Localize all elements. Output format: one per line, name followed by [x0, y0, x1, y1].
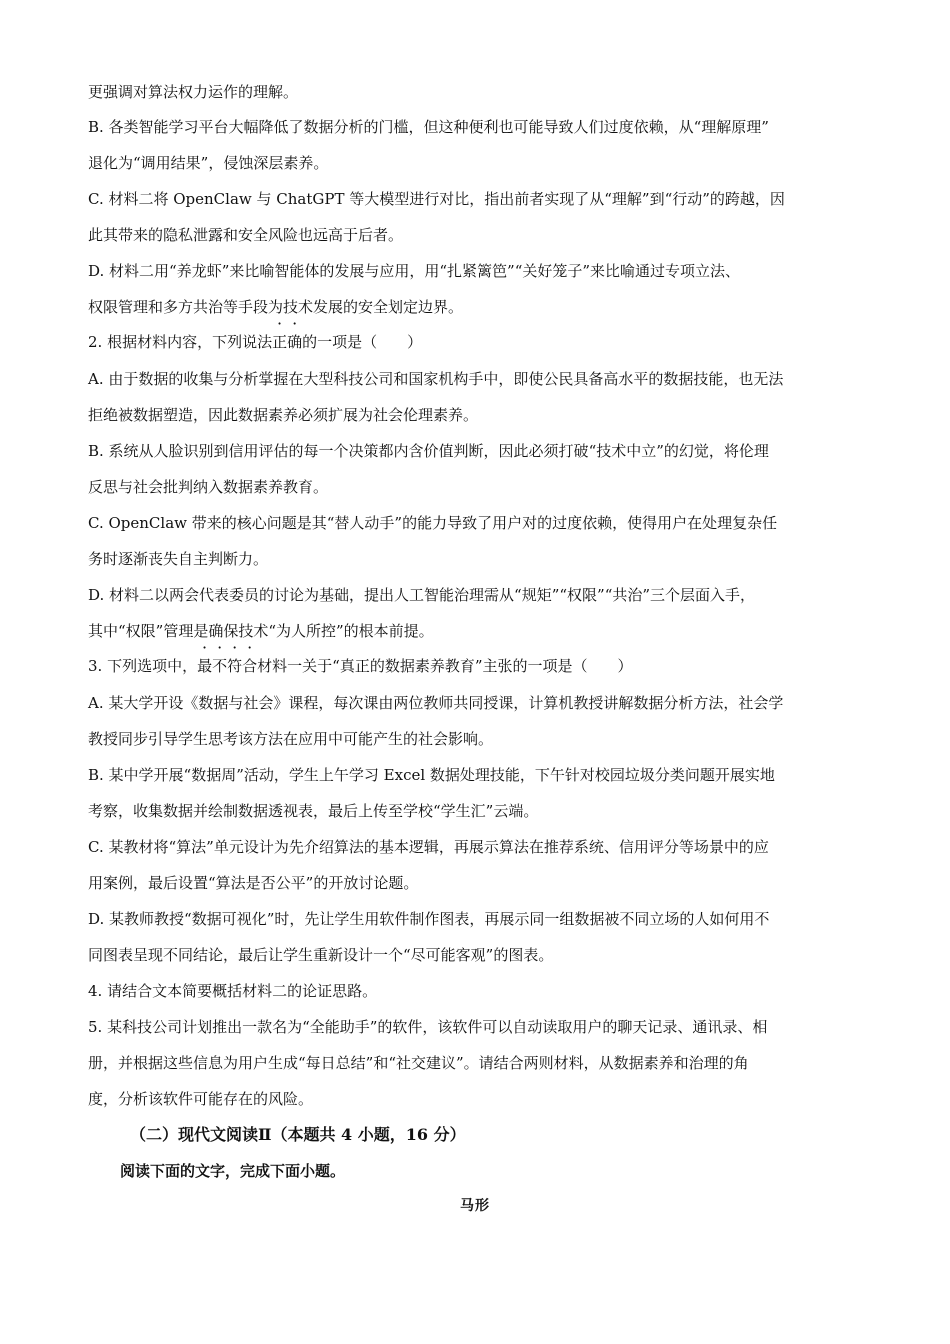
text-line: 更强调对算法权力运作的理解。 — [88, 83, 299, 101]
option-c-q3: C. 某教材将“算法”单元设计为先介绍算法的基本逻辑，再展示算法在推荐系统、信用评分等场景中的应 — [88, 838, 769, 856]
text-line: 务时逐渐丧失自主判断力。 — [88, 550, 269, 568]
emphasis-char: 不 — [212, 657, 228, 675]
text-line: 此其带来的隐私泄露和安全风险也远高于后者。 — [88, 226, 404, 244]
text-line: 度，分析该软件可能存在的风险。 — [88, 1090, 314, 1108]
option-a-q2: A. 由于数据的收集与分析掌握在大型科技公司和国家机构手中，即使公民具备高水平的数据技能，也无法 — [88, 370, 784, 388]
text-line: 退化为“调用结果”，侵蚀深层素养。 — [88, 154, 329, 172]
question-text: 3. 下列选项中， — [88, 657, 198, 675]
option-b-q2: B. 系统从人脸识别到信用评估的每一个决策都内含价值判断，因此必须打破“技术中立”的幻觉，将伦理 — [88, 442, 769, 460]
question-text: 材料一关于“真正的数据素养教育”主张的一项是（ ） — [257, 657, 633, 675]
option-d-q3: D. 某教师教授“数据可视化”时，先让学生用软件制作图表，再展示同一组数据被不同立场的人如何用不 — [88, 910, 770, 928]
reading-instruction: 阅读下面的文字，完成下面小题。 — [120, 1162, 346, 1180]
option-d-q1: D. 材料二用“养龙虾”来比喻智能体的发展与应用，用“扎紧篱笆”“关好笼子”来比喻通过专项立法、 — [88, 262, 741, 280]
emphasis-char: 最 — [197, 657, 213, 675]
option-c-q2: C. OpenClaw 带来的核心问题是其“替人动手”的能力导致了用户对的过度依赖，使得用户在处理复杂任 — [88, 514, 778, 532]
question-text: 2. 根据材料内容，下列说法 — [88, 333, 273, 351]
question-4: 4. 请结合文本简要概括材料二的论证思路。 — [88, 982, 378, 1000]
question-2 — [88, 332, 880, 354]
text-line: 考察，收集数据并绘制数据透视表，最后上传至学校“学生汇”云端。 — [88, 802, 539, 820]
question-5: 5. 某科技公司计划推出一款名为“全能助手”的软件，该软件可以自动读取用户的聊天记录、通讯录、相 — [88, 1018, 768, 1036]
option-b-q3: B. 某中学开展“数据周”活动，学生上午学习 Excel 数据处理技能，下午针对校园垃圾分类问题开展实地 — [88, 766, 775, 784]
text-line: 同图表呈现不同结论，最后让学生重新设计一个“尽可能客观”的图表。 — [88, 946, 554, 964]
text-line: 册，并根据这些信息为用户生成“每日总结”和“社交建议”。请结合两则材料，从数据素养和治理的角 — [88, 1054, 749, 1072]
question-3 — [88, 656, 880, 678]
emphasis-char: 合 — [242, 657, 258, 675]
option-d-q2: D. 材料二以两会代表委员的讨论为基础，提出人工智能治理需从“规矩”“权限”“共治”三个层面入手， — [88, 586, 756, 604]
section-heading: （二）现代文阅读Ⅱ（本题共 4 小题，16 分） — [130, 1125, 466, 1144]
text-line: 教授同步引导学生思考该方法在应用中可能产生的社会影响。 — [88, 730, 494, 748]
text-line: 用案例，最后设置“算法是否公平”的开放讨论题。 — [88, 874, 419, 892]
question-text: 的一项是（ ） — [302, 333, 423, 351]
text-line: 反思与社会批判纳入数据素养教育。 — [88, 478, 329, 496]
text-line: 其中“权限”管理是确保技术“为人所控”的根本前提。 — [88, 622, 434, 640]
text-line: 拒绝被数据塑造，因此数据素养必须扩展为社会伦理素养。 — [88, 406, 479, 424]
option-b-q1: B. 各类智能学习平台大幅降低了数据分析的门槛，但这种便利也可能导致人们过度依赖，从“理解原理” — [88, 118, 769, 136]
option-c-q1: C. 材料二将 OpenClaw 与 ChatGPT 等大模型进行对比，指出前者实现了从“理解”到“行动”的跨越，因 — [88, 190, 785, 208]
text-line: 权限管理和多方共治等手段为技术发展的安全划定边界。 — [88, 298, 464, 316]
emphasis-char: 正 — [272, 333, 288, 351]
emphasis-char: 确 — [287, 333, 303, 351]
emphasis-char: 符 — [227, 657, 243, 675]
option-a-q3: A. 某大学开设《数据与社会》课程，每次课由两位教师共同授课，计算机教授讲解数据分析方法，社会学 — [88, 694, 784, 712]
passage-title: 马形 — [460, 1198, 490, 1214]
